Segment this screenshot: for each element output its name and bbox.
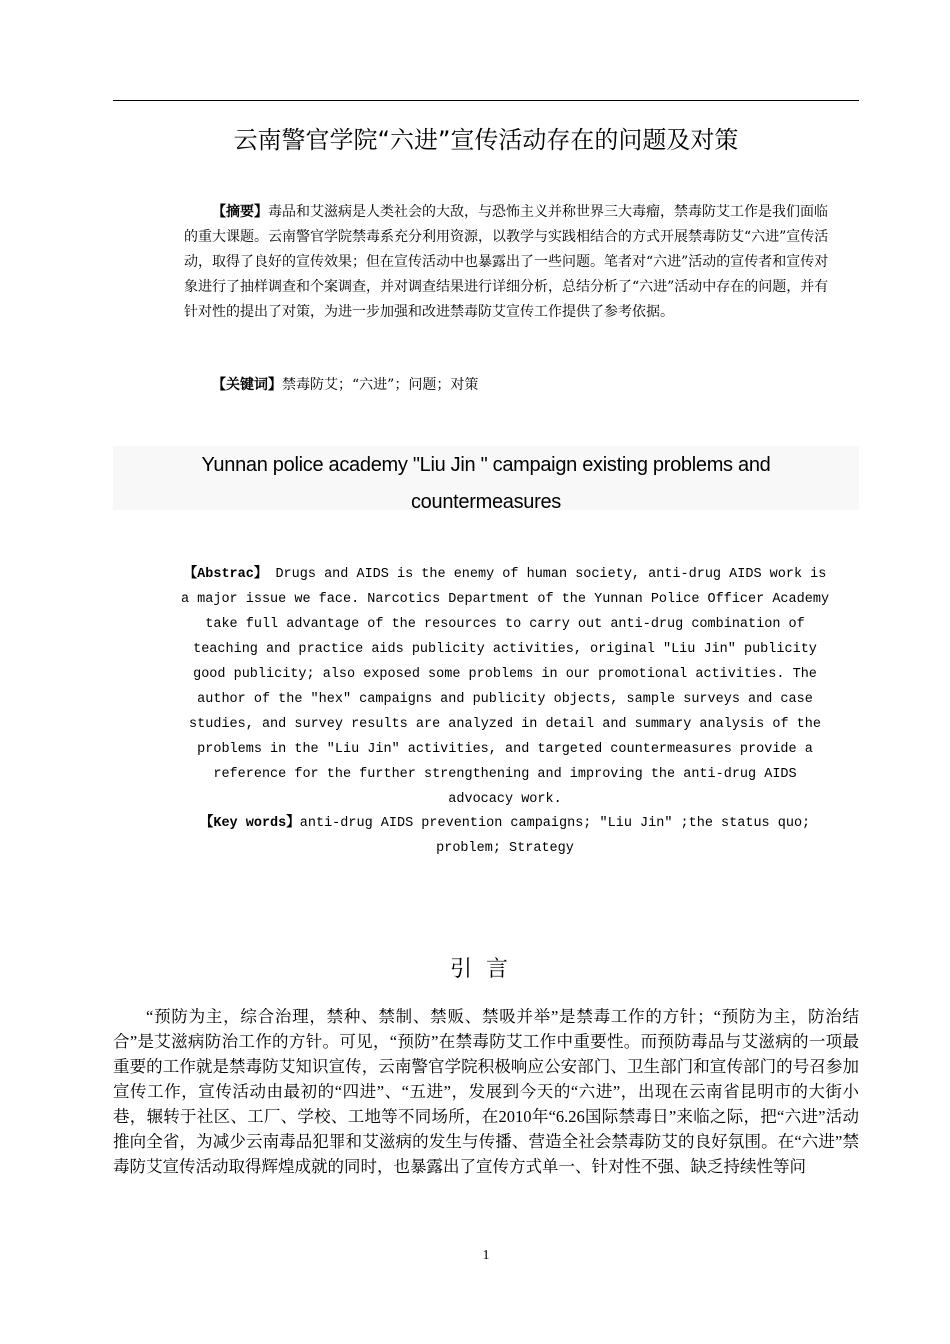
body-paragraph: “预防为主，综合治理，禁种、禁制、禁贩、禁吸并举”是禁毒工作的方针；“预防为主，防治结合”是艾滋病防治工作的方针。可见，“预防”在禁毒防艾工作中重要性。而预防毒品与艾滋病的一项最重要的工作就是禁毒防艾知识宣传，云南警官学院积极响应公安部门、卫生部门和宣传部门的号召参加宣传工作，宣传活动由最初的“四进”、“五进”，发展到今天的“六进”，出现在云南省昆明市的大街小巷，辗转于社区、工厂、学校、工地等不同场所，在2010年“6.26国际禁毒日”来临之际，把“六进”活动推向全省，为减少云南毒品犯罪和艾滋病的发生与传播、营造全社会禁毒防艾的良好氛围。在“六进”禁毒防艾宣传活动取得辉煌成就的同时，也暴露出了宣传方式单一、针对性不强、缺乏持续性等问 — [113, 1007, 859, 1176]
english-keywords — [180, 811, 830, 861]
page-number: 1 — [482, 1248, 490, 1263]
chinese-title: 云南警官学院“六进”宣传活动存在的问题及对策 — [233, 126, 739, 154]
chinese-keywords-label: 【关键词】 — [212, 377, 282, 393]
section-title-introduction: 引言 — [449, 957, 522, 982]
english-title-line-2: countermeasures — [410, 491, 562, 513]
chinese-abstract — [184, 200, 830, 325]
chinese-abstract-text: 毒品和艾滋病是人类社会的大敌，与恐怖主义并称世界三大毒瘤，禁毒防艾工作是我们面临的重大课题。云南警官学院禁毒系充分利用资源，以教学与实践相结合的方式开展禁毒防艾“六进”宣传活动，取得了良好的宣传效果；但在宣传活动中也暴露出了一些问题。笔者对“六进”活动的宣传者和宣传对象进行了抽样调查和个案调查，并对调查结果进行详细分析，总结分析了“六进”活动中存在的问题，并有针对性的提出了对策，为进一步加强和改进禁毒防艾宣传工作提供了参考依据。 — [184, 204, 829, 320]
header-rule — [113, 100, 859, 101]
english-keywords-label: 【Key words】 — [199, 816, 300, 831]
chinese-abstract-label: 【摘要】 — [212, 204, 268, 220]
english-abstract-label: 【Abstrac】 — [183, 567, 268, 582]
english-title-line-1: Yunnan police academy "Liu Jin " campaign existing problems and — [201, 454, 771, 476]
english-keywords-text: anti-drug AIDS prevention campaigns; "Liu Jin" ;the status quo; problem; Strategy — [299, 816, 811, 856]
english-abstract — [180, 562, 830, 812]
english-abstract-text: Drugs and AIDS is the enemy of human society, anti-drug AIDS work is a major issue we face. Narcotics Department of the Yunnan Police Officer Academy take full advantage of the resources to carry out anti-drug combination of teaching and practice aids publicity activities, original "Liu Jin" publicity good publicity; also exposed some problems in our promotional activities. The author of the "hex" campaigns and publicity objects, sample surveys and case studies, and survey results are analyzed in detail and summary analysis of the problems in the "Liu Jin" activities, and targeted countermeasures provide a reference for the further strengthening and improving the anti-drug AIDS advocacy work. — [180, 567, 830, 807]
chinese-keywords — [184, 373, 830, 398]
chinese-keywords-text: 禁毒防艾；“六进”；问题；对策 — [282, 377, 479, 393]
english-title — [113, 447, 859, 521]
